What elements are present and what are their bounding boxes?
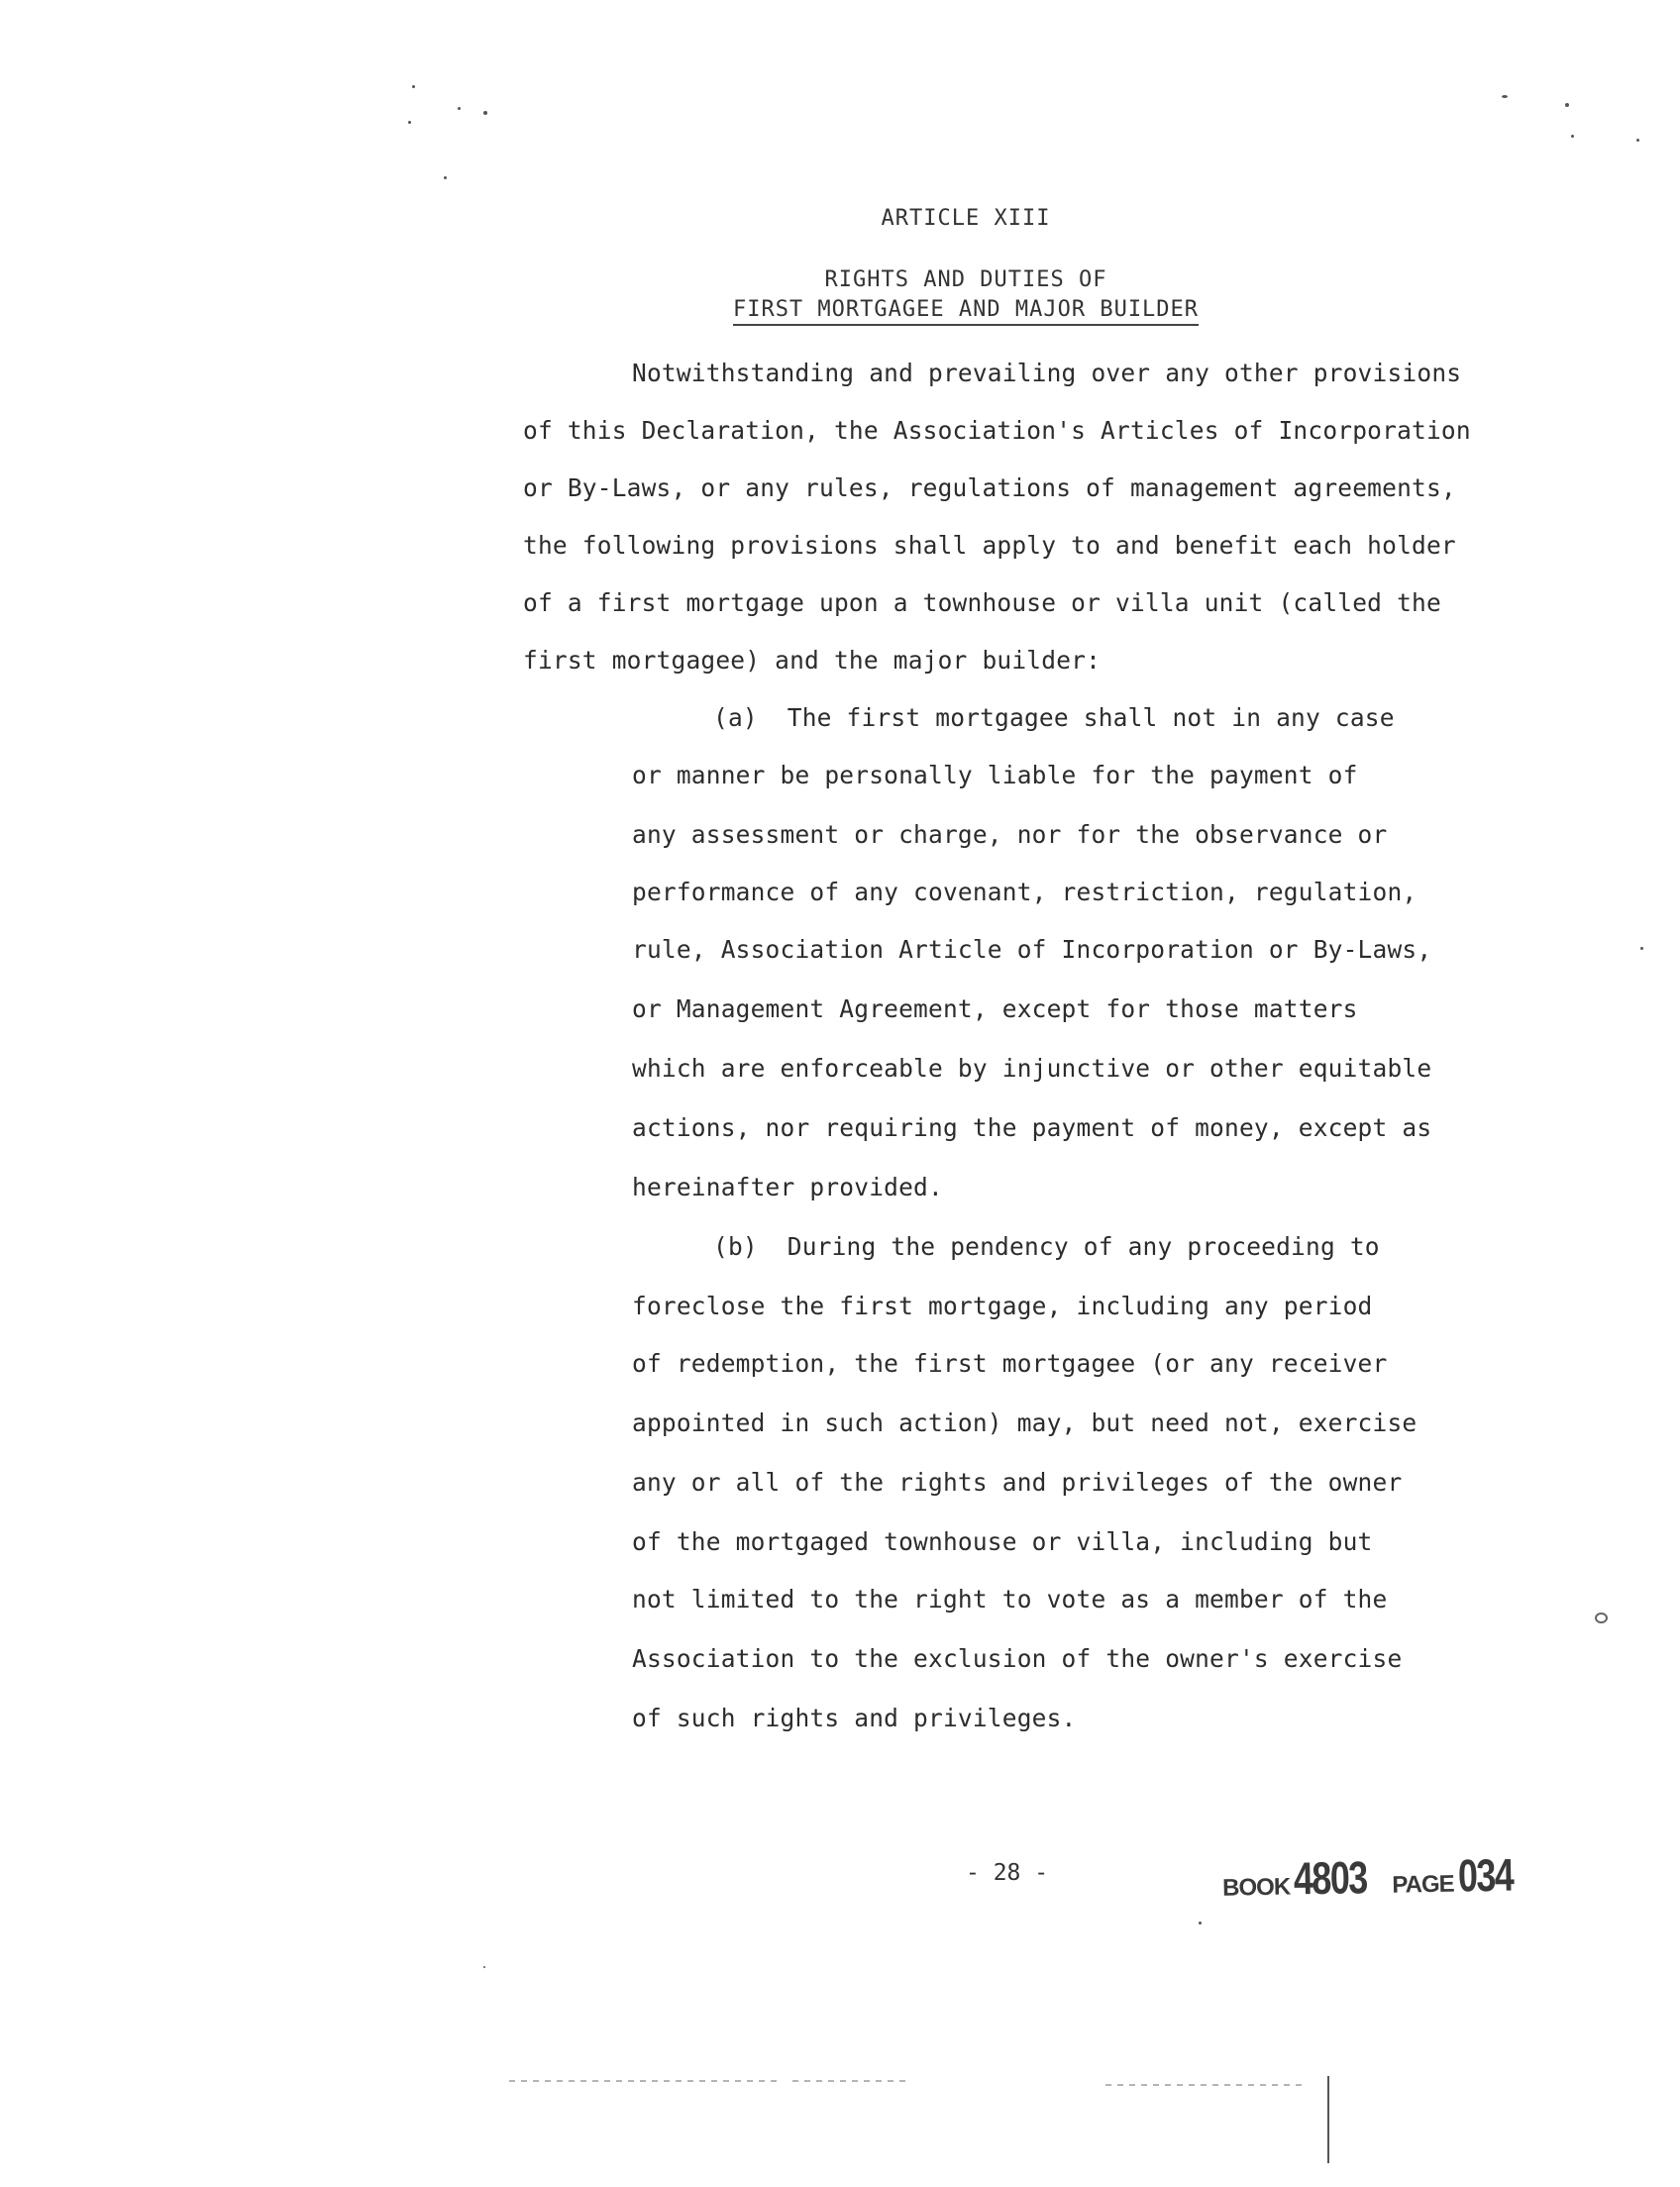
scan-speck xyxy=(458,107,461,110)
paragraph-b-line: (b) During the pendency of any proceeding to xyxy=(713,1232,1380,1261)
scan-speck xyxy=(1565,103,1569,107)
scan-speck xyxy=(408,121,411,124)
section-subtitle-line-2 xyxy=(0,297,1680,322)
scan-speck xyxy=(1636,139,1639,142)
paragraph-b-line: appointed in such action) may, but need not, exercise xyxy=(632,1408,1418,1437)
scan-artifact-mark xyxy=(1327,2076,1329,2163)
paragraph-a-line: which are enforceable by injunctive or other equitable xyxy=(632,1054,1432,1083)
paragraph-a-line: rule, Association Article of Incorporation or By-Laws, xyxy=(632,935,1432,964)
article-title: ARTICLE XIII xyxy=(881,206,1051,231)
paragraph-a-line: performance of any covenant, restriction, regulation, xyxy=(632,878,1418,906)
scan-speck xyxy=(1640,947,1643,950)
intro-line: or By-Laws, or any rules, regulations of management agreements, xyxy=(523,473,1456,502)
paragraph-b-line: foreclose the first mortgage, including any period xyxy=(632,1292,1373,1320)
stamp-page-label: PAGE xyxy=(1392,1870,1454,1899)
scan-speck xyxy=(1502,95,1508,98)
scan-speck xyxy=(483,1966,485,1968)
intro-line: Notwithstanding and prevailing over any other provisions xyxy=(632,359,1462,387)
scan-speck xyxy=(483,111,487,115)
stamp-book-number: 4803 xyxy=(1294,1851,1368,1905)
scan-speck xyxy=(1571,135,1574,138)
page-number: - 28 - xyxy=(966,1860,1049,1886)
paragraph-b-line: any or all of the rights and privileges of the owner xyxy=(632,1468,1403,1497)
scan-artifact-line xyxy=(509,2080,777,2082)
section-subtitle-underlined: FIRST MORTGAGEE AND MAJOR BUILDER xyxy=(733,297,1199,326)
intro-line: first mortgagee) and the major builder: xyxy=(523,646,1102,675)
scan-artifact-line xyxy=(792,2080,911,2082)
paragraph-b-line: of such rights and privileges. xyxy=(632,1704,1077,1732)
paragraph-b-line: not limited to the right to vote as a member of the xyxy=(632,1585,1388,1614)
paragraph-a-line: hereinafter provided. xyxy=(632,1173,943,1201)
scan-speck xyxy=(1595,1613,1608,1623)
scan-artifact-line xyxy=(1105,2084,1304,2086)
paragraph-b-line: Association to the exclusion of the owner's exercise xyxy=(632,1644,1403,1673)
recording-stamp xyxy=(1222,1847,1529,1906)
paragraph-a-line: actions, nor requiring the payment of money, except as xyxy=(632,1113,1432,1142)
intro-line: the following provisions shall apply to and benefit each holder xyxy=(523,531,1456,560)
paragraph-b-line: of the mortgaged townhouse or villa, including but xyxy=(632,1527,1373,1556)
stamp-book-label: BOOK xyxy=(1221,1873,1291,1902)
paragraph-a-line: or manner be personally liable for the payment of xyxy=(632,761,1358,789)
intro-line: of a first mortgage upon a townhouse or villa unit (called the xyxy=(523,588,1441,617)
stamp-page-number: 034 xyxy=(1457,1848,1514,1902)
scan-speck xyxy=(412,85,415,88)
intro-line: of this Declaration, the Association's Articles of Incorporation xyxy=(523,416,1471,445)
paragraph-a-line: any assessment or charge, nor for the observance or xyxy=(632,820,1388,849)
paragraph-b-line: of redemption, the first mortgagee (or any receiver xyxy=(632,1349,1388,1378)
scan-speck xyxy=(444,176,447,179)
paragraph-a-line: (a) The first mortgagee shall not in any case xyxy=(713,703,1395,732)
section-subtitle-line-1: RIGHTS AND DUTIES OF xyxy=(824,267,1107,292)
scan-speck xyxy=(1199,1922,1202,1925)
paragraph-a-line: or Management Agreement, except for those matters xyxy=(632,994,1358,1023)
